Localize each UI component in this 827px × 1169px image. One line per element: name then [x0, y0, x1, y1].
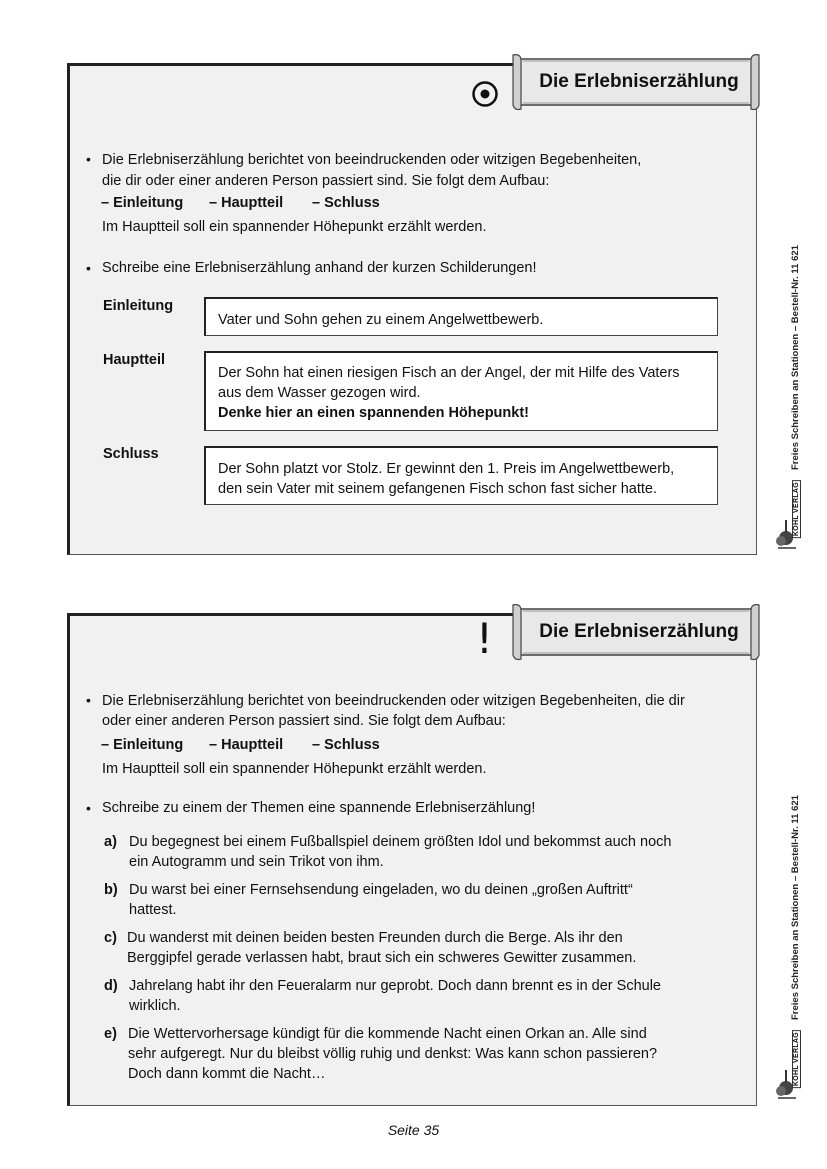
topic-line: Jahrelang habt ihr den Feueralarm nur geprobt. Doch dann brennt es in der Schule	[129, 978, 661, 994]
title-banner-2	[511, 603, 761, 661]
bullet-icon: •	[86, 151, 91, 167]
publisher-name: KOHL VERLAG	[793, 1032, 800, 1087]
target-icon	[471, 80, 499, 108]
topic-line: Du wanderst mit deinen beiden besten Freunden durch die Berge. Als ihr den	[127, 930, 623, 946]
bullet-icon: •	[86, 800, 91, 816]
section-label: Einleitung	[103, 298, 174, 314]
card-title: Die Erlebniserzählung	[539, 71, 739, 92]
section-text: aus dem Wasser gezogen wird.	[218, 385, 421, 401]
structure-item: – Hauptteil	[209, 737, 284, 753]
topic-line: hattest.	[129, 902, 177, 918]
intro-line: Die Erlebniserzählung berichtet von beeindruckenden oder witzigen Begebenheiten,	[102, 152, 642, 168]
topic-line: Du warst bei einer Fernsehsendung eingeladen, wo du deinen „großen Auftritt“	[129, 882, 633, 898]
exclamation-icon: !	[476, 614, 493, 663]
section-box-schluss	[204, 446, 718, 505]
section-box-hauptteil	[204, 351, 718, 431]
section-hint: Denke hier an einen spannenden Höhepunkt!	[218, 405, 529, 421]
topic-letter: d)	[104, 978, 118, 994]
section-text: Vater und Sohn gehen zu einem Angelwettbewerb.	[218, 312, 544, 328]
sidebar-text: Freies Schreiben an Stationen – Bestell-Nr. 11 621	[790, 245, 801, 470]
publisher-name: KOHL VERLAG	[793, 482, 800, 537]
topic-letter: c)	[104, 930, 117, 946]
topic-letter: e)	[104, 1026, 117, 1042]
card-title: Die Erlebniserzählung	[539, 621, 739, 642]
topic-letter: b)	[104, 882, 118, 898]
topic-line: Die Wettervorhersage kündigt für die kommende Nacht einen Orkan an. Alle sind	[128, 1026, 647, 1042]
task-instruction: Schreibe zu einem der Themen eine spannende Erlebniserzählung!	[102, 800, 536, 816]
intro-line: Im Hauptteil soll ein spannender Höhepunkt erzählt werden.	[102, 761, 487, 777]
structure-item: – Hauptteil	[209, 195, 284, 211]
intro-line: die dir oder einer anderen Person passiert sind. Sie folgt dem Aufbau:	[102, 173, 550, 189]
section-label: Hauptteil	[103, 352, 166, 368]
intro-line: Im Hauptteil soll ein spannender Höhepunkt erzählt werden.	[102, 219, 487, 235]
section-box-einleitung	[204, 297, 718, 336]
page-number: Seite 35	[387, 1122, 440, 1138]
structure-item: – Schluss	[312, 195, 380, 211]
intro-line: oder einer anderen Person passiert sind. Sie folgt dem Aufbau:	[102, 713, 506, 729]
section-text: den sein Vater mit seinem gefangenen Fisch schon fast sicher hatte.	[218, 481, 658, 497]
topic-letter: a)	[104, 834, 117, 850]
topic-line: Doch dann kommt die Nacht…	[128, 1066, 326, 1082]
intro-line: Die Erlebniserzählung berichtet von beeindruckenden oder witzigen Begebenheiten, die dir	[102, 693, 685, 709]
topic-line: ein Autogramm und sein Trikot von ihm.	[129, 854, 384, 870]
structure-item: – Einleitung	[101, 195, 184, 211]
publisher-logo	[774, 1030, 804, 1100]
bullet-icon: •	[86, 692, 91, 708]
structure-item: – Einleitung	[101, 737, 184, 753]
title-banner-1	[511, 53, 761, 111]
section-text: Der Sohn hat einen riesigen Fisch an der Angel, der mit Hilfe des Vaters	[218, 365, 680, 381]
section-text: Der Sohn platzt vor Stolz. Er gewinnt den 1. Preis im Angelwettbewerb,	[218, 461, 675, 477]
bullet-icon: •	[86, 260, 91, 276]
topic-line: Berggipfel gerade verlassen habt, braut sich ein schweres Gewitter zusammen.	[127, 950, 637, 966]
topic-line: Du begegnest bei einem Fußballspiel deinem größten Idol und bekommst auch noch	[129, 834, 672, 850]
structure-item: – Schluss	[312, 737, 380, 753]
sidebar-text: Freies Schreiben an Stationen – Bestell-Nr. 11 621	[790, 795, 801, 1020]
topic-line: wirklich.	[129, 998, 181, 1014]
section-label: Schluss	[103, 446, 159, 462]
topic-line: sehr aufgeregt. Nur du bleibst völlig ruhig und denkst: Was kann schon passieren?	[128, 1046, 658, 1062]
publisher-logo	[774, 480, 804, 550]
task-instruction: Schreibe eine Erlebniserzählung anhand der kurzen Schilderungen!	[102, 260, 537, 276]
